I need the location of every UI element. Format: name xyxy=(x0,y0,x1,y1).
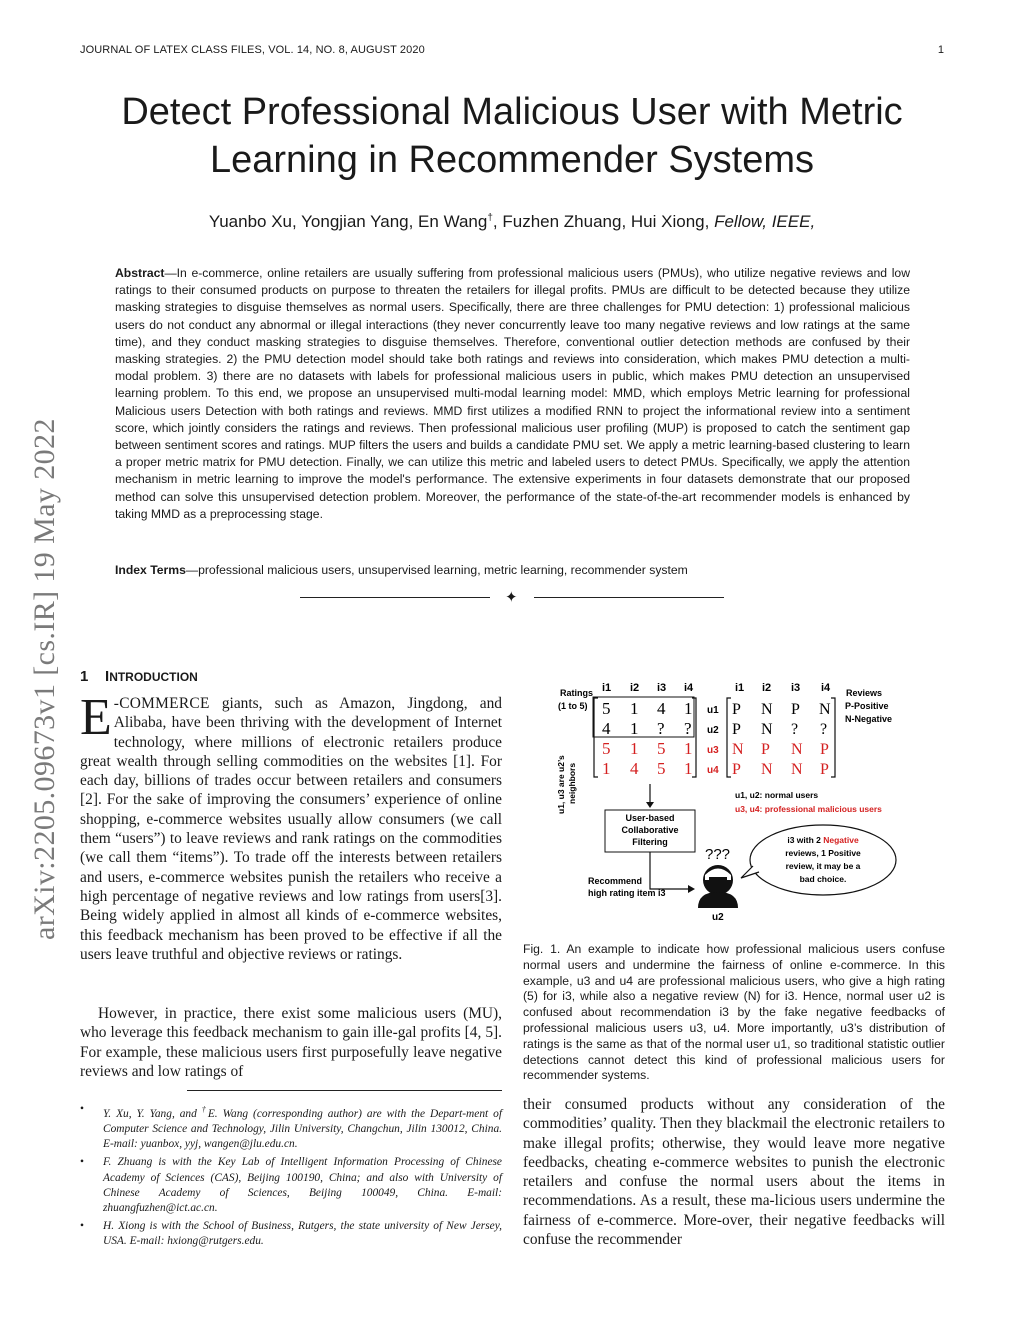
paper-title xyxy=(60,88,964,184)
section-title-rest: NTRODUCTION xyxy=(109,670,198,684)
intro-lead: -COMMERCE xyxy=(113,695,210,712)
bullet-icon: • xyxy=(80,1103,84,1115)
title-line-2: Learning in Recommender Systems xyxy=(209,139,815,181)
arrow-head-icon xyxy=(688,885,695,893)
footnote-text: H. Xiong is with the School of Business, Rutgers, the state university of New Jersey, USA. E-mail: hxiong@rutgers.edu. xyxy=(103,1220,502,1248)
reviews-bracket-right xyxy=(831,698,835,777)
bullet-icon: • xyxy=(80,1220,84,1233)
review-cell-malicious: P xyxy=(732,761,741,778)
bubble-line-2: reviews, 1 Positive xyxy=(785,848,861,858)
footnote-rule xyxy=(187,1090,502,1091)
author-names: Yuanbo Xu, Yongjian Yang, En Wang xyxy=(208,212,488,231)
review-cell-malicious: N xyxy=(732,741,744,758)
footnote-item xyxy=(80,1155,502,1216)
review-cell-malicious: N xyxy=(761,761,773,778)
ratings-label: Ratings xyxy=(560,688,594,698)
normal-users-legend: u1, u2: normal users xyxy=(735,790,819,800)
review-cell: ? xyxy=(820,721,828,738)
reviews-legend-positive: P-Positive xyxy=(845,701,889,711)
ratings-range-label: (1 to 5) xyxy=(558,701,588,711)
review-cell-malicious: P xyxy=(820,741,829,758)
drop-cap: E xyxy=(80,689,112,746)
recommend-item-label: high rating item i3 xyxy=(588,888,666,898)
cf-box-line-1: User-based xyxy=(625,813,675,823)
figure-1-diagram xyxy=(540,676,910,928)
abstract xyxy=(115,265,910,523)
abstract-text: —In e-commerce, online retailers are usually suffering from professional malicious users (PMUs), who utilize negative reviews and low ratings to their consumed products on purpose to threaten the retailers for illegal profits. PMUs are difficult to be detected because they utilize masking strategies to disguise themselves as normal users. Specifically, there are three challenges for PMU detection: 1) professional malicious users do not conduct any abnormal or illegal interactions (they never concurrently leave too many negative reviews and low ratings at the same time), and they conduct masking strategies to disguise themselves. Therefore, conventional outlier detection methods are confused by their masking strategies. 2) the PMU detection model should take both ratings and reviews into consideration, which makes PMU detection a multi-modal problem. 3) there are no datasets with labels for professional malicious users in public, which makes PMU detection an unsupervised learning problem. To this end, we propose an unsupervised multi-modal learning model: MMD, which employs Metric learning for professional Malicious users Detection with both ratings and reviews. MMD first utilizes a modified RNN to project the informational review into a sentiment score, which jointly considers the ratings and reviews. Then professional malicious user profiling (MUP) is proposed to catch the sentiment gap between sentiment scores and ratings. MUP filters the users and builds a candidate PMU set. We apply a metric learning-based clustering to learn a proper metric matrix for PMU detection. Finally, we can utilize this metric and labeled users to detect PMUs. Specifically, we apply the attention mechanism in metric learning to improve the model's performance. The extensive experiments in four datasets demonstrate that our proposed method can solve this unsupervised detection problem. Moreover, the performance of the state-of-the-art recommender models is enhanced by taking MMD as a preprocessing stage. xyxy=(115,266,910,521)
item-header: i2 xyxy=(630,682,640,694)
item-header: i1 xyxy=(602,682,612,694)
intro-para1-text: giants, such as Amazon, Jingdong, and Alibaba, have been thriving with the development of Internet technology, where millions of electronic retailers produce great wealth through selling commodities on the websites [1]. For each day, billions of trades occur between retailers and consumers [2]. For the sake of improving the consumers’ experience of online shopping, e-commerce websites usually allow consumers (we call them “users”) to leave reviews and rank ratings on the commodities (we call them “items”). To trade off the interests between retailers and users, e-commerce websites punish the retailers who receive a high percentage of negative reviews and low ratings from users[3]. Being widely applied in almost all kinds of e-commerce websites, this feedback mechanism has been proved to be effective if all the users leave truthful and objective reviews or ratings. xyxy=(80,695,502,963)
review-cell-malicious: N xyxy=(791,741,803,758)
bubble-line-1a: i3 with 2 xyxy=(787,835,824,845)
rating-cell: ? xyxy=(684,719,692,738)
footnote-dagger: † xyxy=(201,1105,208,1114)
rating-cell: 4 xyxy=(657,699,666,718)
rating-cell-malicious: 4 xyxy=(630,759,639,778)
arxiv-watermark: arXiv:2205.09673v1 [cs.IR] 19 May 2022 xyxy=(28,418,61,940)
section-number: 1 xyxy=(80,668,89,685)
malicious-users-legend: u3, u4: professional malicious users xyxy=(735,804,882,814)
bubble-line-4: bad choice. xyxy=(799,874,847,884)
rating-cell-malicious: 1 xyxy=(684,739,693,758)
item-header: i3 xyxy=(657,682,667,694)
rating-cell: 1 xyxy=(630,719,639,738)
review-cell: P xyxy=(791,701,800,718)
rating-cell-malicious: 1 xyxy=(684,759,693,778)
index-terms xyxy=(115,562,910,579)
user-label: u1 xyxy=(707,705,719,716)
footnote-text: F. Zhuang is with the Key Lab of Intelligent Information Processing of Chinese Academy of Sciences (CAS), Beijing 100190, China; and also with University of Chinese Academy of Sciences, Beijing 100049, China. E-mail: zhuangfuzhen@ict.ac.cn. xyxy=(103,1156,502,1215)
question-marks: ??? xyxy=(705,846,731,863)
rating-cell-malicious: 1 xyxy=(602,759,611,778)
arrow-to-user xyxy=(650,852,688,889)
footnote-text: Y. Xu, Y. Yang, and xyxy=(103,1107,202,1120)
rating-cell: 1 xyxy=(684,699,693,718)
reviews-legend-negative: N-Negative xyxy=(845,714,893,724)
intro-paragraph-1 xyxy=(80,689,502,964)
neighbors-label-2: neighbors xyxy=(567,762,577,804)
index-terms-text: —professional malicious users, unsupervised learning, metric learning, recommender system xyxy=(185,563,688,577)
figure-caption: Fig. 1. An example to indicate how professional malicious users confuse normal users and undermine the fairness of online e-commerce. In this example, u3 and u4 are professional malicious users, who give a high rating (5) for i3, while also a negative review (N) for i3. Hence, normal user u2 is confused about recommendation i3 by the fake negative feedbacks of professional malicious users u3, u4. More importantly, u3’s distribution of ratings is the same as that of the normal user u1, so traditional statistic outlier detections cannot detect this kind of professional malicious users for recommender systems. xyxy=(523,942,945,1083)
review-cell-malicious: P xyxy=(761,741,770,758)
user-label-malicious: u3 xyxy=(707,745,719,756)
review-cell: P xyxy=(732,701,741,718)
rating-cell: 1 xyxy=(630,699,639,718)
rating-cell: 4 xyxy=(602,719,611,738)
intro-paragraph-2: However, in practice, there exist some malicious users (MU), who leverage this feedback mechanism to gain ille-gal profits [4, 5]. For example, these malicious users first purposefully leave negative reviews and low ratings of xyxy=(80,1005,502,1080)
review-cell-malicious: P xyxy=(820,761,829,778)
rating-cell: 5 xyxy=(602,699,611,718)
user-label-malicious: u4 xyxy=(707,765,719,776)
section-heading xyxy=(80,668,198,685)
footnote-item xyxy=(80,1219,502,1249)
rating-cell-malicious: 5 xyxy=(657,739,666,758)
item-header: i4 xyxy=(821,682,831,694)
section-divider xyxy=(300,588,724,608)
reviews-legend-title: Reviews xyxy=(846,688,883,698)
user-label: u2 xyxy=(707,725,719,736)
intro-paragraph-3: their consumed products without any consideration of the commodities’ quality. Then they blackmail the electronic retailers to make illegal profits; otherwise, they would leave more negative feedbacks, cheating e-commerce websites to punish the electronic retailers and confuse the normal users about the items in recommendations. As a result, these ma-licious users undermine the fairness of e-commerce. More-over, their negative feedbacks will confuse the recommender xyxy=(523,1096,945,1249)
author-fellow: Fellow, IEEE, xyxy=(714,212,816,231)
recommend-label: Recommend xyxy=(588,876,643,886)
author-list xyxy=(60,212,964,232)
review-cell: N xyxy=(819,701,831,718)
rating-cell-malicious: 5 xyxy=(657,759,666,778)
page-number: 1 xyxy=(937,44,944,56)
bubble-negative-word: Negative xyxy=(823,835,859,845)
user-u2-label: u2 xyxy=(712,912,724,923)
figure-1 xyxy=(540,676,910,928)
item-header: i3 xyxy=(791,682,801,694)
author-names-2: , Fuzhen Zhuang, Hui Xiong, xyxy=(492,212,710,231)
review-cell: N xyxy=(761,701,773,718)
section-title-first: I xyxy=(105,668,110,685)
review-cell: N xyxy=(761,721,773,738)
bubble-line-3: review, it may be a xyxy=(785,861,861,871)
title-line-1: Detect Professional Malicious User with Metric xyxy=(121,91,903,133)
journal-header: JOURNAL OF LATEX CLASS FILES, VOL. 14, NO. 8, AUGUST 2020 xyxy=(80,44,425,56)
review-cell: ? xyxy=(791,721,799,738)
cf-box-line-3: Filtering xyxy=(632,837,668,847)
rating-cell-malicious: 5 xyxy=(602,739,611,758)
item-header: i1 xyxy=(735,682,745,694)
item-header: i2 xyxy=(762,682,772,694)
review-cell: P xyxy=(732,721,741,738)
user-avatar-icon xyxy=(698,865,738,908)
cf-box-line-2: Collaborative xyxy=(621,825,679,835)
divider-line-left xyxy=(300,597,490,598)
neighbors-label: u1, u3 are u2’s xyxy=(556,755,566,814)
reviews-bracket-left xyxy=(727,698,731,777)
footnotes xyxy=(80,1102,502,1253)
rating-cell-malicious: 1 xyxy=(630,739,639,758)
arrow-head-icon xyxy=(646,802,654,808)
item-header: i4 xyxy=(684,682,694,694)
index-terms-label: Index Terms xyxy=(115,563,186,577)
review-cell-malicious: N xyxy=(791,761,803,778)
divider-line-right xyxy=(534,597,724,598)
footnote-item xyxy=(80,1102,502,1152)
footnote-text-continued: E. Wang (corresponding author) are with the Depart-ment of Computer Science and Technology, Jilin University, Changchun, Jilin 130012, China. E-mail: yuanbox, yyj, wangen@jlu.edu.cn. xyxy=(103,1107,502,1151)
bullet-icon: • xyxy=(80,1156,84,1169)
bubble-line-1 xyxy=(787,835,859,845)
dagger-mark: † xyxy=(487,212,493,224)
divider-star-icon: ✦ xyxy=(505,590,518,606)
rating-cell: ? xyxy=(657,719,665,738)
abstract-label: Abstract xyxy=(115,266,165,280)
